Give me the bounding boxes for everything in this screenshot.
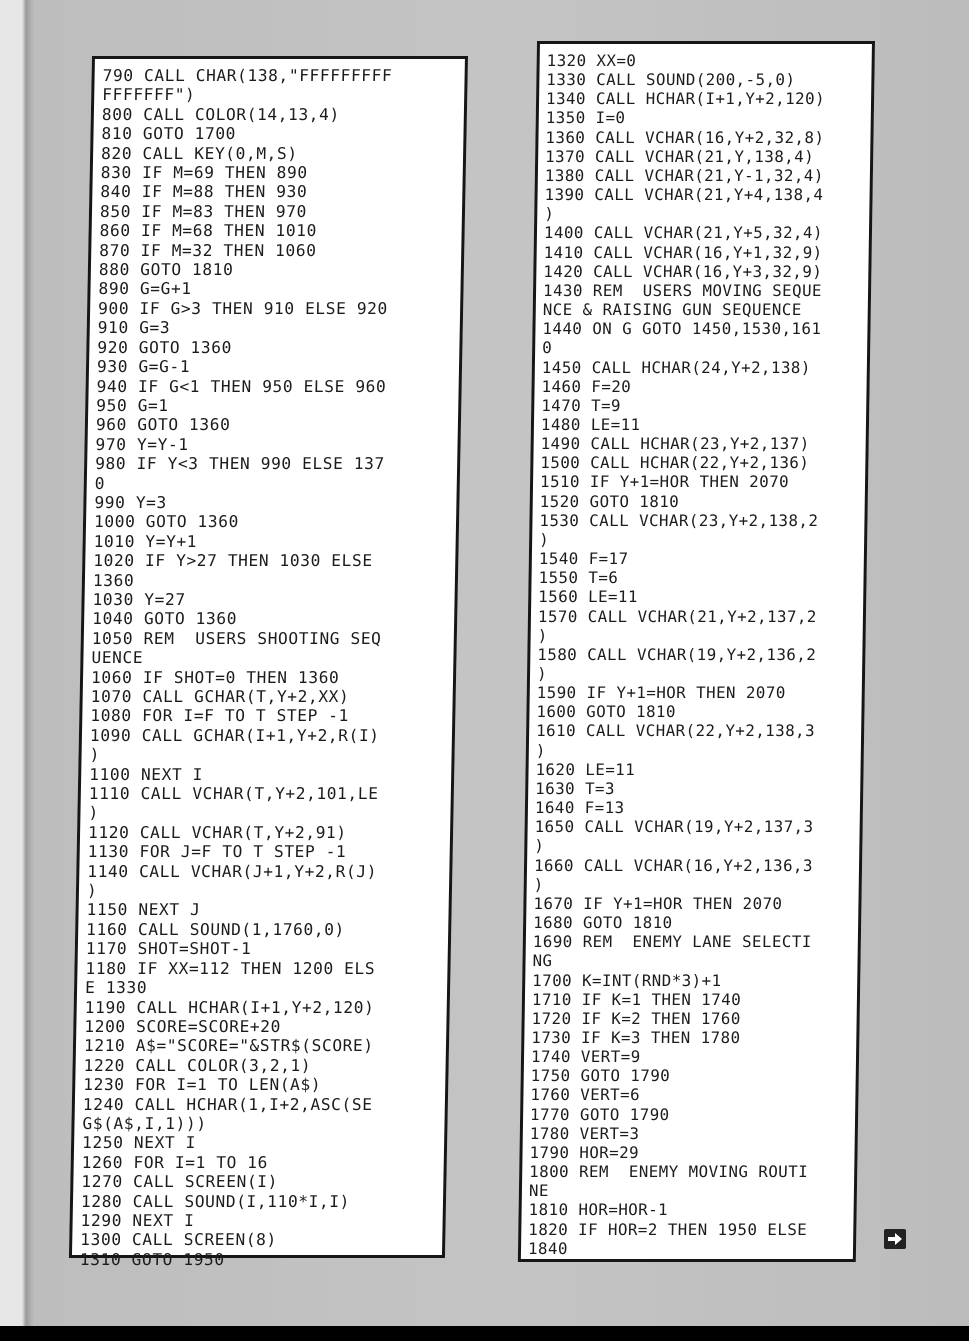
code-line: 990 Y=3 bbox=[94, 492, 168, 512]
code-line: 1310 GOTO 1950 bbox=[79, 1249, 225, 1269]
code-line: 930 G=G-1 bbox=[96, 357, 191, 377]
code-line: 940 IF G<1 THEN 950 ELSE 960 bbox=[96, 376, 387, 396]
code-line: 1810 HOR=HOR-1 bbox=[528, 1200, 669, 1220]
code-line: 1320 XX=0 bbox=[546, 51, 637, 70]
code-line: 960 GOTO 1360 bbox=[95, 415, 231, 435]
code-line: 1650 CALL VCHAR(19,Y+2,137,3 bbox=[534, 817, 814, 837]
code-line: 1710 IF K=1 THEN 1740 bbox=[531, 989, 742, 1009]
code-line: 1150 NEXT J bbox=[86, 900, 201, 920]
code-line: 910 G=3 bbox=[97, 318, 171, 338]
code-line: ) bbox=[534, 836, 545, 856]
code-line: G$(A$,I,1))) bbox=[82, 1113, 207, 1133]
listing-box-right bbox=[518, 41, 875, 1262]
code-line: 1840 bbox=[527, 1238, 569, 1258]
code-line: 1820 IF HOR=2 THEN 1950 ELSE bbox=[528, 1219, 808, 1239]
code-line: 1540 F=17 bbox=[538, 549, 629, 569]
code-line: NE bbox=[528, 1181, 550, 1201]
code-line: 1300 CALL SCREEN(8) bbox=[80, 1230, 278, 1250]
code-line: 1350 I=0 bbox=[545, 108, 626, 128]
code-line: ) bbox=[537, 625, 548, 645]
code-line: 1700 K=INT(RND*3)+1 bbox=[532, 970, 722, 990]
code-line: 1500 CALL HCHAR(22,Y+2,136) bbox=[540, 453, 810, 473]
code-line: ) bbox=[544, 204, 555, 224]
code-line: 1140 CALL VCHAR(J+1,Y+2,R(J) bbox=[87, 861, 378, 881]
code-line: 1670 IF Y+1=HOR THEN 2070 bbox=[533, 893, 783, 913]
code-line: 1600 GOTO 1810 bbox=[536, 702, 677, 722]
code-line: 1560 LE=11 bbox=[538, 587, 639, 607]
code-line: 1420 CALL VCHAR(16,Y+3,32,9) bbox=[543, 261, 823, 281]
code-line: NG bbox=[532, 951, 553, 971]
code-line: 1100 NEXT I bbox=[89, 764, 204, 784]
code-line: 810 GOTO 1700 bbox=[101, 124, 237, 144]
code-line: 1680 GOTO 1810 bbox=[533, 913, 673, 933]
code-line: 1220 CALL COLOR(3,2,1) bbox=[83, 1055, 312, 1075]
code-line: E 1330 bbox=[84, 978, 148, 998]
code-line: 1030 Y=27 bbox=[92, 589, 186, 609]
code-line: 1340 CALL HCHAR(I+1,Y+2,120) bbox=[545, 89, 826, 109]
code-line: 900 IF G>3 THEN 910 ELSE 920 bbox=[97, 298, 389, 318]
code-line: ) bbox=[89, 745, 101, 765]
code-line: 1640 F=13 bbox=[534, 798, 625, 818]
code-line: ) bbox=[539, 529, 550, 549]
code-line: 970 Y=Y-1 bbox=[95, 434, 189, 454]
code-line: 1260 FOR I=1 TO 16 bbox=[81, 1152, 269, 1172]
code-line: 1120 CALL VCHAR(T,Y+2,91) bbox=[87, 822, 347, 842]
code-line: 1480 LE=11 bbox=[540, 414, 641, 434]
code-line: 1590 IF Y+1=HOR THEN 2070 bbox=[536, 683, 786, 703]
code-line: 880 GOTO 1810 bbox=[98, 260, 234, 280]
code-line: 1020 IF Y>27 THEN 1030 ELSE bbox=[93, 551, 373, 571]
code-line: 1530 CALL VCHAR(23,Y+2,138,2 bbox=[539, 510, 819, 530]
arrow-right-icon bbox=[884, 1229, 906, 1249]
code-line: 860 IF M=68 THEN 1010 bbox=[99, 221, 318, 241]
code-line: 950 G=1 bbox=[96, 395, 169, 415]
code-line: 1490 CALL HCHAR(23,Y+2,137) bbox=[540, 434, 810, 454]
code-line: 0 bbox=[542, 338, 553, 358]
code-line: 1180 IF XX=112 THEN 1200 ELS bbox=[85, 958, 376, 978]
code-line: 1130 FOR J=F TO T STEP -1 bbox=[87, 842, 347, 862]
code-line: ) bbox=[536, 664, 548, 683]
code-line: 1620 LE=11 bbox=[535, 759, 636, 779]
code-line: 1720 IF K=2 THEN 1760 bbox=[531, 1008, 741, 1028]
code-line: 1200 SCORE=SCORE+20 bbox=[84, 1016, 282, 1036]
code-line: 1090 CALL GCHAR(I+1,Y+2,R(I) bbox=[89, 725, 380, 745]
code-line: 1430 REM USERS MOVING SEQUE bbox=[542, 280, 823, 300]
code-line: 1690 REM ENEMY LANE SELECTI bbox=[532, 932, 812, 952]
code-line: 1780 VERT=3 bbox=[529, 1123, 640, 1143]
code-line: 1010 Y=Y+1 bbox=[93, 531, 198, 551]
code-line: 1210 A$="SCORE="&STR$(SCORE) bbox=[83, 1036, 374, 1056]
code-line: 850 IF M=83 THEN 970 bbox=[99, 201, 308, 221]
code-line: 1250 NEXT I bbox=[81, 1133, 197, 1153]
code-line: 1000 GOTO 1360 bbox=[93, 512, 240, 532]
code-line: 1290 NEXT I bbox=[80, 1210, 195, 1230]
code-line: 1440 ON G GOTO 1450,1530,161 bbox=[542, 319, 822, 339]
code-line: 1610 CALL VCHAR(22,Y+2,138,3 bbox=[536, 721, 816, 741]
code-line: 1240 CALL HCHAR(1,I+2,ASC(SE bbox=[82, 1094, 373, 1114]
code-line: 0 bbox=[94, 473, 106, 493]
code-line: 1750 GOTO 1790 bbox=[530, 1066, 671, 1086]
code-line: 1450 CALL HCHAR(24,Y+2,138) bbox=[541, 357, 811, 377]
code-line: 1080 FOR I=F TO T STEP -1 bbox=[90, 706, 350, 726]
listing-box-left bbox=[69, 56, 468, 1269]
code-line: 1460 F=20 bbox=[541, 376, 632, 396]
code-line: 920 GOTO 1360 bbox=[97, 337, 233, 357]
code-line: 1410 CALL VCHAR(16,Y+1,32,9) bbox=[543, 242, 823, 262]
code-line: 840 IF M=88 THEN 930 bbox=[100, 182, 308, 202]
code-line: 790 CALL CHAR(138,"FFFFFFFFF bbox=[102, 66, 393, 85]
code-line: 1280 CALL SOUND(I,110*I,I) bbox=[80, 1191, 351, 1211]
code-line: 1370 CALL VCHAR(21,Y,138,4) bbox=[545, 146, 815, 166]
code-line: UENCE bbox=[91, 648, 144, 668]
code-line: 1160 CALL SOUND(1,1760,0) bbox=[86, 919, 346, 939]
code-line: 1380 CALL VCHAR(21,Y-1,32,4) bbox=[544, 165, 824, 185]
code-line: 1660 CALL VCHAR(16,Y+2,136,3 bbox=[533, 855, 814, 875]
code-line: 820 CALL KEY(0,M,S) bbox=[100, 143, 298, 163]
code-line: 1770 GOTO 1790 bbox=[529, 1104, 670, 1124]
code-line: 1470 T=9 bbox=[541, 395, 622, 415]
code-line: 830 IF M=69 THEN 890 bbox=[100, 163, 308, 183]
code-line: FFFFFFF") bbox=[102, 85, 196, 105]
code-line: 1760 VERT=6 bbox=[530, 1085, 641, 1105]
code-line: 1630 T=3 bbox=[535, 778, 616, 798]
code-line: 870 IF M=32 THEN 1060 bbox=[99, 240, 317, 260]
code-line: 1360 CALL VCHAR(16,Y+2,32,8) bbox=[545, 127, 825, 147]
code-line: 1360 bbox=[92, 570, 135, 590]
code-listing-right bbox=[521, 44, 872, 1258]
code-line: ) bbox=[86, 881, 98, 901]
code-line: 1740 VERT=9 bbox=[530, 1047, 641, 1067]
code-line: 1730 IF K=3 THEN 1780 bbox=[531, 1027, 741, 1047]
code-line: 800 CALL COLOR(14,13,4) bbox=[101, 104, 341, 124]
code-line: 1510 IF Y+1=HOR THEN 2070 bbox=[539, 472, 790, 492]
code-line: 890 G=G+1 bbox=[98, 279, 192, 299]
code-line: 980 IF Y<3 THEN 990 ELSE 137 bbox=[94, 454, 386, 474]
code-line: ) bbox=[535, 740, 546, 760]
code-line: 1070 CALL GCHAR(T,Y+2,XX) bbox=[90, 687, 350, 706]
code-line: 1040 GOTO 1360 bbox=[92, 609, 238, 629]
code-listing-left bbox=[72, 59, 465, 1269]
code-line: 1800 REM ENEMY MOVING ROUTI bbox=[529, 1162, 809, 1182]
code-line: 1170 SHOT=SHOT-1 bbox=[85, 939, 252, 959]
code-line: 1330 CALL SOUND(200,-5,0) bbox=[546, 70, 796, 90]
code-line: 1050 REM USERS SHOOTING SEQ bbox=[91, 628, 382, 648]
page-bottom-edge bbox=[0, 1326, 969, 1341]
code-line: 1270 CALL SCREEN(I) bbox=[81, 1172, 279, 1192]
code-line: 1570 CALL VCHAR(21,Y+2,137,2 bbox=[537, 606, 818, 626]
code-line: 1790 HOR=29 bbox=[529, 1142, 640, 1162]
code-line: 1390 CALL VCHAR(21,Y+4,138,4 bbox=[544, 185, 824, 205]
code-line: 1400 CALL VCHAR(21,Y+5,32,4) bbox=[543, 223, 824, 243]
code-line: 1580 CALL VCHAR(19,Y+2,136,2 bbox=[537, 644, 817, 664]
code-line: 1520 GOTO 1810 bbox=[539, 491, 680, 511]
code-line: 1060 IF SHOT=0 THEN 1360 bbox=[90, 667, 340, 687]
code-line: ) bbox=[533, 874, 544, 894]
code-line: 1230 FOR I=1 TO LEN(A$) bbox=[83, 1075, 322, 1095]
code-line: 1110 CALL VCHAR(T,Y+2,101,LE bbox=[88, 784, 379, 804]
code-line: NCE & RAISING GUN SEQUENCE bbox=[542, 300, 802, 320]
code-line: ) bbox=[88, 803, 100, 823]
code-line: 1190 CALL HCHAR(I+1,Y+2,120) bbox=[84, 997, 375, 1017]
code-line: 1550 T=6 bbox=[538, 568, 619, 588]
